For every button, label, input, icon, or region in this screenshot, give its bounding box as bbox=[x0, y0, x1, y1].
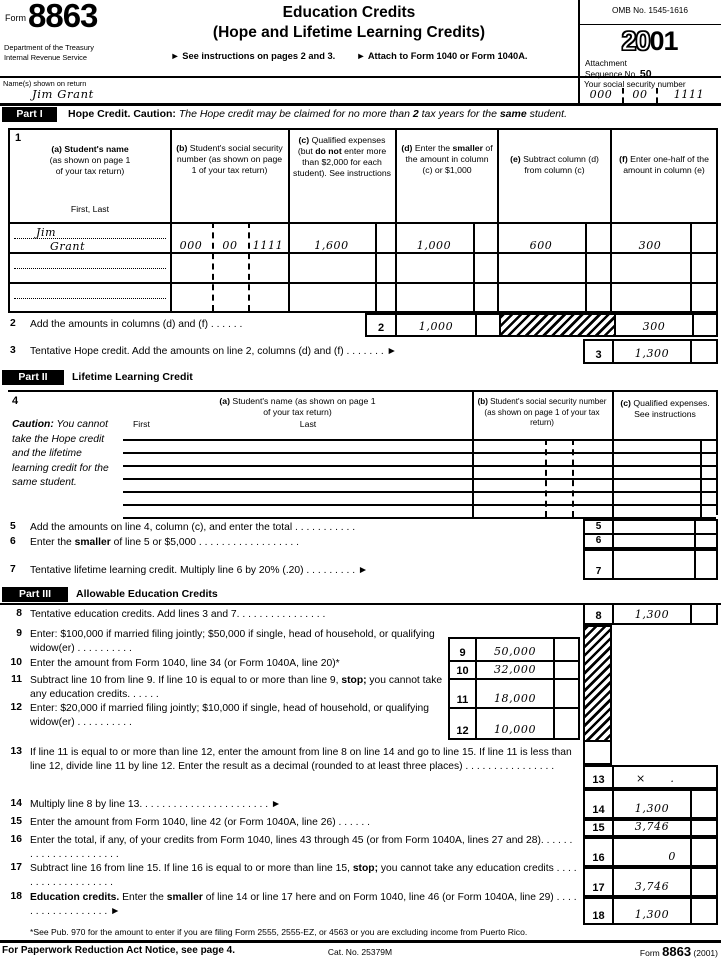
part2-line4-number: 4 bbox=[12, 395, 19, 407]
student1-qualified-expenses[interactable]: 1,600 bbox=[314, 239, 349, 252]
catalog-number: Cat. No. 25379M bbox=[327, 947, 393, 957]
student3-name-entry-line[interactable] bbox=[14, 298, 166, 299]
line18-number: 18 bbox=[10, 891, 22, 902]
part2-badge: Part II bbox=[2, 370, 64, 385]
part1-col-e-header: (e) Subtract column (d) from column (c) bbox=[510, 154, 599, 176]
line6-entry-row bbox=[583, 533, 718, 549]
line16-cents-field[interactable] bbox=[690, 839, 716, 865]
line6-label: Enter the smaller of line 5 or $5,000 . . . . . . . . . . . . . . . . . . bbox=[30, 537, 300, 548]
line15-label: Enter the amount from Form 1040, line 42 (or Form 1040A, line 26) . . . . . . bbox=[30, 817, 370, 828]
part3-inner-table bbox=[448, 637, 580, 740]
line8-label: Tentative education credits. Add lines 3 and 7. . . . . . . . . . . . . . . . bbox=[30, 609, 326, 620]
line3-cents-field[interactable] bbox=[690, 341, 716, 362]
line11-number: 11 bbox=[11, 674, 22, 685]
part1-col-a-header-3: of your tax return) bbox=[55, 166, 125, 177]
department-line1: Department of the Treasury bbox=[4, 43, 94, 52]
line13-box-number: 13 bbox=[592, 774, 605, 786]
line11-label: Subtract line 10 from line 9. If line 10 is equal to or more than line 9, stop; you cannot take any education credits. . . . . . bbox=[30, 675, 443, 700]
line2-cents-f-field[interactable] bbox=[692, 315, 716, 335]
form-title-line2: (Hope and Lifetime Learning Credits) bbox=[212, 24, 486, 42]
line10-box-number: 10 bbox=[456, 665, 469, 677]
line16-entry-row bbox=[583, 837, 718, 867]
see-instructions-note: ► See instructions on pages 2 and 3. bbox=[170, 51, 336, 61]
line2-shaded-area bbox=[499, 315, 614, 335]
department-line2: Internal Revenue Service bbox=[4, 52, 87, 62]
taxpayer-ssn-field[interactable] bbox=[580, 88, 720, 103]
student1-ssn-1[interactable]: 000 bbox=[179, 239, 203, 252]
part2-entry-line-5[interactable] bbox=[123, 504, 716, 506]
line6-cents-field[interactable] bbox=[694, 535, 716, 547]
ssn-group-2[interactable]: 00 bbox=[622, 88, 656, 103]
part3-empty-cell bbox=[583, 742, 612, 765]
part2-entry-line-1[interactable] bbox=[123, 452, 716, 454]
line3-label: Tentative Hope credit. Add the amounts on line 2, columns (d) and (f) . . . . . . . ► bbox=[30, 346, 397, 357]
line3-entry-row bbox=[583, 339, 718, 364]
line2-box-number: 2 bbox=[377, 322, 385, 334]
part1-row2-rule bbox=[10, 282, 716, 284]
line7-label: Tentative lifetime learning credit. Multiply line 6 by 20% (.20) . . . . . . . . . ► bbox=[30, 565, 369, 576]
line6-box-number: 6 bbox=[595, 535, 602, 546]
part1-badge: Part I bbox=[2, 107, 57, 122]
part1-col-a-header bbox=[10, 144, 170, 177]
line9-entry-row bbox=[450, 639, 578, 660]
line13-decimal-field[interactable]: × . bbox=[612, 767, 716, 787]
form-title bbox=[120, 3, 578, 43]
line10-number: 10 bbox=[10, 657, 22, 668]
section-rule bbox=[0, 103, 721, 106]
line7-box-number: 7 bbox=[595, 566, 602, 577]
line12-amount-field[interactable]: 10,000 bbox=[475, 709, 553, 738]
line14-cents-field[interactable] bbox=[690, 791, 716, 817]
line18-label: Education credits. Enter the smaller of line 14 or line 17 here and on Form 1040, line 46 (or Form 1040A, line 29) . . . . . . . . . . . . . . . . . . ► bbox=[30, 892, 577, 917]
line11-amount-field[interactable]: 18,000 bbox=[475, 680, 553, 707]
line7-entry-row bbox=[583, 549, 718, 580]
part1-col-a-header-1: (a) Student's name bbox=[51, 144, 129, 154]
line16-amount-field[interactable]: 0 bbox=[612, 839, 690, 865]
line14-label: Multiply line 8 by line 13. . . . . . . . . . . . . . . . . . . . . . . ► bbox=[30, 799, 282, 810]
form-number: 8863 bbox=[28, 0, 98, 34]
line11-box-number: 11 bbox=[456, 694, 469, 706]
line5-cents-field[interactable] bbox=[694, 521, 716, 533]
part1-table bbox=[8, 128, 718, 313]
name-label: Name(s) shown on return bbox=[3, 79, 87, 88]
line11-entry-row bbox=[450, 678, 578, 707]
part2-col-b-header: (b) Student's social security number (as shown on page 1 of your tax return) bbox=[477, 397, 607, 428]
part1-col-d-header: (d) Enter the smaller of the amount in column (c) or $1,000 bbox=[401, 143, 493, 176]
line18-entry-row bbox=[583, 897, 718, 925]
part1-heading: Hope Credit. Caution: The Hope credit may be claimed for no more than 2 tax years for the same student. bbox=[68, 108, 567, 120]
line14-number: 14 bbox=[10, 798, 22, 809]
line5-number: 5 bbox=[10, 521, 16, 532]
line17-label: Subtract line 16 from line 15. If line 16 is equal to or more than line 15, stop; you cannot take any education credits . . . . . . . . . . . . . . . . . . . bbox=[30, 863, 577, 888]
line9-box-number: 9 bbox=[459, 647, 466, 659]
student1-last-name-field[interactable]: Grant bbox=[50, 240, 86, 253]
line14-amount-field[interactable]: 1,300 bbox=[612, 791, 690, 817]
student1-half-amount[interactable]: 300 bbox=[638, 239, 662, 252]
line17-amount-field[interactable]: 3,746 bbox=[612, 869, 690, 895]
part1-ssn-dash-2 bbox=[248, 222, 250, 311]
part2-heading: Lifetime Learning Credit bbox=[72, 371, 193, 383]
line12-entry-row bbox=[450, 707, 578, 738]
line5-amount-field[interactable] bbox=[612, 521, 694, 533]
line13-label: If line 11 is equal to or more than line 12, enter the amount from line 8 on line 14 and go to line 15. If line 11 is less than line 12, divide line 11 by line 12. Enter the result as a decimal (rounded to at least three places) . . . . . . . . . . . . . . . . bbox=[30, 747, 572, 772]
student1-smaller-amount[interactable]: 1,000 bbox=[416, 239, 452, 252]
line6-amount-field[interactable] bbox=[612, 535, 694, 547]
line11-cents-field[interactable] bbox=[553, 680, 578, 707]
part1-row1-rule bbox=[10, 252, 716, 254]
tax-year-outline-part: 20 bbox=[621, 26, 650, 56]
line10-entry-row bbox=[450, 660, 578, 678]
form-title-line1: Education Credits bbox=[282, 4, 416, 21]
line15-number: 15 bbox=[10, 816, 22, 827]
part1-cents-divider-c bbox=[375, 222, 377, 311]
part2-header-bottom-rule bbox=[123, 439, 716, 441]
part2-first-label: First bbox=[133, 419, 150, 429]
line5-box-number: 5 bbox=[595, 521, 602, 532]
part2-col-a-header-1: (a) Student's name (as shown on page 1 bbox=[219, 396, 376, 406]
line8-cents-field[interactable] bbox=[690, 605, 716, 623]
part1-ssn-dash-1 bbox=[212, 222, 214, 311]
attachment-label: Attachment bbox=[585, 58, 627, 68]
line17-number: 17 bbox=[10, 862, 22, 873]
part1-col-a-header-2: (as shown on page 1 bbox=[49, 155, 131, 166]
footer-form-number: 8863 bbox=[662, 944, 692, 959]
tax-year-bold-part: 01 bbox=[649, 26, 678, 56]
part2-entry-line-3[interactable] bbox=[123, 478, 716, 480]
line2-amount-d-field[interactable]: 1,000 bbox=[395, 315, 475, 335]
line2-number: 2 bbox=[10, 318, 16, 329]
part3-badge: Part III bbox=[2, 587, 68, 602]
omb-number: OMB No. 1545-1616 bbox=[611, 5, 689, 15]
header-bottom-rule bbox=[0, 76, 721, 78]
omb-divider bbox=[578, 24, 721, 25]
part2-col-c-header: (c) Qualified expenses. See instructions bbox=[620, 398, 710, 420]
ssn-group-1[interactable]: 000 bbox=[589, 88, 613, 101]
line9-label: Enter: $100,000 if married filing jointly; $50,000 if single, head of household, or qualifying widow(er) . . . . . . . . . . bbox=[30, 629, 435, 654]
line15-box-number: 15 bbox=[592, 822, 605, 834]
footer-form-year: (2001) bbox=[693, 948, 718, 958]
line16-box-number: 16 bbox=[592, 852, 605, 864]
line16-number: 16 bbox=[10, 834, 22, 845]
part2-col-a-header bbox=[123, 396, 472, 418]
line13-number: 13 bbox=[10, 746, 22, 757]
line12-box-number: 12 bbox=[456, 725, 469, 737]
line7-number: 7 bbox=[10, 564, 16, 575]
line10-label: Enter the amount from Form 1040, line 34 (or Form 1040A, line 20)* bbox=[30, 658, 340, 669]
line2-amount-f-field[interactable]: 300 bbox=[614, 315, 692, 335]
line8-amount-field[interactable]: 1,300 bbox=[612, 605, 690, 623]
line15-cents-field[interactable] bbox=[690, 821, 716, 835]
part1-cents-divider-e bbox=[585, 222, 587, 311]
footer-form-word: Form bbox=[639, 948, 660, 958]
line9-cents-field[interactable] bbox=[553, 639, 578, 660]
line3-amount-field[interactable]: 1,300 bbox=[612, 341, 690, 362]
part1-col-f-header: (f) Enter one-half of the amount in column (e) bbox=[619, 154, 709, 176]
line15-entry-row bbox=[583, 819, 718, 837]
line5-label: Add the amounts on line 4, column (c), and enter the total . . . . . . . . . . . bbox=[30, 522, 356, 533]
student1-ssn-2[interactable]: 00 bbox=[222, 239, 238, 252]
student2-name-entry-line[interactable] bbox=[14, 268, 166, 269]
student1-ssn-3[interactable]: 1111 bbox=[252, 239, 284, 252]
line2-entry-row bbox=[365, 313, 718, 337]
line2-label: Add the amounts in columns (d) and (f) . . . . . . bbox=[30, 319, 243, 330]
line10-amount-field[interactable]: 32,000 bbox=[475, 662, 553, 678]
footer-rule bbox=[0, 940, 721, 943]
pub970-footnote: *See Pub. 970 for the amount to enter if you are filing Form 2555, 2555-EZ, or 4563 or you are excluding income from Puerto Rico. bbox=[30, 927, 528, 937]
part2-col-a-header-2: of your tax return) bbox=[263, 407, 332, 418]
line13-entry-row bbox=[583, 765, 718, 789]
sequence-label: Sequence No. bbox=[585, 69, 638, 80]
form-directions bbox=[120, 51, 578, 61]
part2-caution: Caution: You cannot take the Hope credit and the lifetime learning credit for the same student. bbox=[12, 419, 109, 489]
student1-name-entry-line[interactable] bbox=[14, 238, 166, 239]
line16-label: Enter the total, if any, of your credits from Form 1040, lines 43 through 45 (or from Form 1040A, lines 27 and 28). . . . . . . . . . . . . . . . . . . . . . bbox=[30, 835, 573, 860]
part2-col-divider-ab bbox=[472, 392, 474, 517]
line10-cents-field[interactable] bbox=[553, 662, 578, 678]
form-word: Form bbox=[5, 13, 26, 23]
line12-cents-field[interactable] bbox=[553, 709, 578, 738]
line6-number: 6 bbox=[10, 536, 16, 547]
line18-cents-field[interactable] bbox=[690, 899, 716, 923]
part2-col-divider-bc bbox=[612, 392, 614, 517]
part2-table bbox=[8, 390, 718, 515]
ssn-group-3[interactable]: 1111 bbox=[656, 88, 720, 103]
part1-line1-number: 1 bbox=[15, 132, 22, 144]
taxpayer-name-field[interactable]: Jim Grant bbox=[32, 87, 94, 101]
line8-number: 8 bbox=[16, 608, 22, 619]
line9-amount-field[interactable]: 50,000 bbox=[475, 639, 553, 660]
line18-amount-field[interactable]: 1,300 bbox=[612, 899, 690, 923]
student1-subtract-amount[interactable]: 600 bbox=[529, 239, 553, 252]
department-block bbox=[4, 43, 122, 62]
line14-box-number: 14 bbox=[592, 804, 605, 816]
part1-cents-divider-d bbox=[473, 222, 475, 311]
line14-entry-row bbox=[583, 789, 718, 819]
line8-box-number: 8 bbox=[595, 610, 602, 622]
part3-shaded-strip bbox=[583, 625, 612, 742]
part2-last-label: Last bbox=[299, 419, 317, 429]
line2-cents-d-field[interactable] bbox=[475, 315, 499, 335]
line17-box-number: 17 bbox=[592, 882, 605, 894]
line7-amount-field[interactable] bbox=[612, 551, 694, 578]
part1-col-c-header: (c) Qualified expenses (but do not enter more than $2,000 for each student). See instructions bbox=[292, 135, 392, 179]
ssn-label: Your social security number bbox=[584, 79, 686, 89]
line3-number: 3 bbox=[10, 345, 16, 356]
student1-first-name-field[interactable]: Jim bbox=[36, 226, 57, 239]
part1-col-b-header: (b) Student's social security number (as shown on page 1 of your tax return) bbox=[176, 143, 283, 176]
part3-heading: Allowable Education Credits bbox=[76, 588, 218, 600]
line9-number: 9 bbox=[16, 628, 22, 639]
line12-number: 12 bbox=[10, 702, 22, 713]
part2-entry-line-2[interactable] bbox=[123, 465, 716, 467]
line15-amount-field[interactable]: 3,746 bbox=[612, 821, 690, 835]
line3-box-number: 3 bbox=[595, 349, 602, 361]
line12-label: Enter: $20,000 if married filing jointly; $10,000 if single, head of household, or qualifying widow(er) . . . . . . . . . . bbox=[30, 703, 429, 728]
part1-cents-divider-f bbox=[690, 222, 692, 311]
line8-entry-row bbox=[583, 603, 718, 625]
line7-cents-field[interactable] bbox=[694, 551, 716, 578]
line17-cents-field[interactable] bbox=[690, 869, 716, 895]
tax-year bbox=[578, 26, 721, 57]
footer-form-id bbox=[560, 944, 718, 959]
paperwork-notice: For Paperwork Reduction Act Notice, see page 4. bbox=[2, 945, 236, 956]
line17-entry-row bbox=[583, 867, 718, 897]
part1-header-bottom-rule bbox=[10, 222, 716, 224]
line18-box-number: 18 bbox=[592, 910, 605, 922]
attach-note: ► Attach to Form 1040 or Form 1040A. bbox=[356, 51, 528, 61]
sequence-number: 50 bbox=[639, 68, 652, 81]
part1-col-a-subheader: First, Last bbox=[70, 204, 110, 214]
part2-entry-line-4[interactable] bbox=[123, 491, 716, 493]
